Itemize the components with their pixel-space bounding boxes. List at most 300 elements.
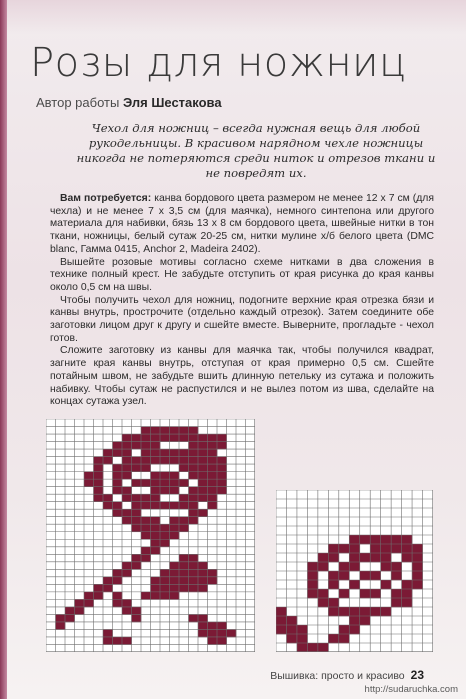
large-chart-stitch	[170, 524, 180, 532]
large-chart-stitch	[132, 457, 142, 465]
large-chart-stitch	[132, 509, 142, 517]
author-name: Эля Шестакова	[122, 95, 222, 110]
large-chart-stitch	[198, 584, 208, 592]
small-chart-stitch	[412, 580, 423, 589]
large-chart-stitch	[170, 472, 180, 480]
rose-chart-small	[276, 490, 433, 652]
small-chart-stitch	[297, 625, 308, 634]
large-chart-stitch	[151, 472, 161, 480]
large-chart-stitch	[189, 517, 199, 525]
large-chart-stitch	[179, 524, 189, 532]
large-chart-stitch	[189, 554, 199, 562]
page-number: 23	[410, 668, 424, 682]
large-chart-stitch	[151, 584, 161, 592]
large-chart-stitch	[113, 442, 123, 450]
small-chart-stitch	[349, 580, 360, 589]
large-chart-stitch	[113, 472, 123, 480]
large-chart-stitch	[160, 577, 170, 585]
large-chart-stitch	[122, 494, 132, 502]
large-chart-stitch	[151, 487, 161, 495]
large-chart-stitch	[179, 427, 189, 435]
large-chart-stitch	[122, 599, 132, 607]
large-chart-stitch	[208, 569, 218, 577]
small-chart-stitch	[370, 535, 381, 544]
large-chart-stitch	[170, 517, 180, 525]
small-chart-stitch	[349, 544, 360, 553]
large-chart-stitch	[122, 434, 132, 442]
footer-text: Вышивка: просто и красиво	[270, 670, 405, 682]
large-chart-stitch	[113, 479, 123, 487]
large-chart-stitch	[151, 547, 161, 555]
small-chart-stitch	[276, 607, 287, 616]
large-chart-stitch	[141, 592, 151, 600]
small-chart-stitch	[286, 634, 297, 643]
large-chart-stitch	[160, 479, 170, 487]
large-chart-stitch	[208, 629, 218, 637]
large-chart-stitch	[141, 554, 151, 562]
large-chart-stitch	[179, 502, 189, 510]
large-chart-stitch	[132, 502, 142, 510]
small-chart-stitch	[328, 580, 339, 589]
large-chart-stitch	[103, 502, 113, 510]
small-chart-stitch	[297, 643, 308, 652]
large-chart-stitch	[189, 509, 199, 517]
large-chart-stitch	[189, 464, 199, 472]
large-chart-stitch	[208, 464, 218, 472]
large-chart-stitch	[103, 449, 113, 457]
large-chart-stitch	[151, 457, 161, 465]
large-chart-stitch	[179, 457, 189, 465]
small-chart-stitch	[276, 625, 287, 634]
large-chart-stitch	[151, 592, 161, 600]
large-chart-stitch	[189, 487, 199, 495]
large-chart-stitch	[151, 494, 161, 502]
small-chart-stitch	[297, 634, 308, 643]
large-chart-stitch	[160, 532, 170, 540]
large-chart-stitch	[103, 584, 113, 592]
large-chart-stitch	[170, 592, 180, 600]
large-chart-stitch	[198, 449, 208, 457]
small-chart-stitch	[391, 562, 402, 571]
large-chart-stitch	[208, 449, 218, 457]
small-chart-stitch	[381, 544, 392, 553]
small-chart-stitch	[339, 562, 350, 571]
large-chart-stitch	[94, 457, 104, 465]
small-chart-stitch	[349, 562, 360, 571]
large-chart-stitch	[189, 502, 199, 510]
large-chart-stitch	[217, 637, 227, 645]
large-chart-stitch	[160, 434, 170, 442]
large-chart-stitch	[189, 457, 199, 465]
large-chart-stitch	[170, 457, 180, 465]
small-chart-stitch	[381, 562, 392, 571]
large-chart-stitch	[179, 464, 189, 472]
large-chart-stitch	[122, 607, 132, 615]
large-chart-stitch	[141, 449, 151, 457]
large-chart-stitch	[179, 434, 189, 442]
large-chart-stitch	[113, 637, 123, 645]
large-chart-stitch	[179, 569, 189, 577]
large-chart-stitch	[75, 599, 85, 607]
small-chart-stitch	[286, 616, 297, 625]
large-chart-stitch	[208, 442, 218, 450]
author-line	[36, 95, 222, 110]
large-chart-stitch	[198, 622, 208, 630]
large-chart-stitch	[179, 479, 189, 487]
large-chart-stitch	[122, 509, 132, 517]
large-chart-stitch	[198, 464, 208, 472]
instructions	[50, 193, 434, 409]
large-chart-stitch	[189, 494, 199, 502]
small-chart-stitch	[381, 535, 392, 544]
large-chart-stitch	[56, 614, 66, 622]
large-chart-stitch	[198, 434, 208, 442]
large-chart-stitch	[170, 449, 180, 457]
header-tint	[7, 0, 466, 34]
large-chart-stitch	[189, 569, 199, 577]
small-chart-stitch	[402, 544, 413, 553]
large-chart-stitch	[113, 569, 123, 577]
page-footer	[270, 668, 424, 682]
small-chart-stitch	[370, 571, 381, 580]
large-chart-stitch	[151, 539, 161, 547]
large-chart-stitch	[141, 427, 151, 435]
small-chart-stitch	[328, 571, 339, 580]
large-chart-stitch	[103, 577, 113, 585]
small-chart-stitch	[307, 589, 318, 598]
materials-paragraph	[50, 193, 434, 257]
small-chart-stitch	[318, 553, 329, 562]
large-chart-stitch	[94, 464, 104, 472]
large-chart-stitch	[141, 502, 151, 510]
large-chart-stitch	[151, 434, 161, 442]
small-chart-stitch	[402, 535, 413, 544]
large-chart-stitch	[132, 614, 142, 622]
large-chart-stitch	[122, 472, 132, 480]
small-chart-stitch	[307, 571, 318, 580]
small-chart-stitch	[370, 553, 381, 562]
large-chart-stitch	[170, 569, 180, 577]
small-chart-stitch	[339, 625, 350, 634]
small-chart-stitch	[370, 544, 381, 553]
large-chart-stitch	[113, 592, 123, 600]
small-chart-stitch	[370, 607, 381, 616]
small-chart-stitch	[349, 616, 360, 625]
large-chart-stitch	[122, 517, 132, 525]
large-chart-stitch	[103, 637, 113, 645]
small-chart-stitch	[339, 544, 350, 553]
large-chart-stitch	[189, 434, 199, 442]
large-chart-stitch	[160, 569, 170, 577]
large-chart-stitch	[65, 614, 75, 622]
large-chart-stitch	[113, 502, 123, 510]
large-chart-stitch	[113, 487, 123, 495]
small-chart-stitch	[391, 571, 402, 580]
large-chart-stitch	[208, 494, 218, 502]
large-chart-stitch	[208, 577, 218, 585]
large-chart-stitch	[170, 502, 180, 510]
large-chart-stitch	[151, 524, 161, 532]
small-chart-stitch	[402, 598, 413, 607]
large-chart-stitch	[113, 599, 123, 607]
instruction-paragraph-3: Чтобы получить чехол для ножниц, подогните верхние края отрезка бязи и канвы внутрь, прострочите (отдельно каждый отрезок). Затем соедините обе заготовки лицом друг к другу и сшейте вместе. Выверните, прогладьте - чехол готов.	[50, 294, 434, 344]
large-chart-stitch	[122, 637, 132, 645]
small-chart-stitch	[381, 580, 392, 589]
large-chart-stitch	[208, 434, 218, 442]
large-chart-stitch	[132, 524, 142, 532]
small-chart-stitch	[328, 598, 339, 607]
large-chart-stitch	[189, 427, 199, 435]
small-chart-stitch	[360, 607, 371, 616]
large-chart-stitch	[151, 479, 161, 487]
large-chart-stitch	[170, 487, 180, 495]
large-chart-stitch	[198, 577, 208, 585]
small-chart-stitch	[391, 535, 402, 544]
large-chart-stitch	[132, 494, 142, 502]
large-chart-stitch	[179, 584, 189, 592]
large-chart-stitch	[198, 472, 208, 480]
small-chart-stitch	[360, 616, 371, 625]
large-chart-stitch	[122, 487, 132, 495]
large-chart-stitch	[198, 442, 208, 450]
small-chart-stitch	[360, 535, 371, 544]
large-chart-stitch	[141, 547, 151, 555]
large-chart-stitch	[160, 472, 170, 480]
large-chart-stitch	[189, 442, 199, 450]
large-chart-stitch	[179, 449, 189, 457]
large-chart-stitch	[189, 562, 199, 570]
large-chart-stitch	[113, 509, 123, 517]
large-chart-stitch	[217, 434, 227, 442]
large-chart-stitch	[122, 457, 132, 465]
large-chart-stitch	[208, 472, 218, 480]
small-chart-stitch	[402, 589, 413, 598]
large-chart-stitch	[103, 629, 113, 637]
large-chart-stitch	[113, 464, 123, 472]
large-chart-stitch	[208, 502, 218, 510]
large-chart-stitch	[198, 614, 208, 622]
small-chart-stitch	[412, 544, 423, 553]
large-chart-stitch	[198, 487, 208, 495]
large-chart-stitch	[217, 622, 227, 630]
large-chart-stitch	[198, 457, 208, 465]
large-chart-stitch	[84, 599, 94, 607]
large-chart-stitch	[141, 517, 151, 525]
large-chart-stitch	[198, 509, 208, 517]
large-chart-stitch	[141, 442, 151, 450]
large-chart-stitch	[94, 584, 104, 592]
large-chart-stitch	[84, 472, 94, 480]
large-chart-stitch	[94, 592, 104, 600]
small-chart-stitch	[307, 562, 318, 571]
instruction-paragraph-2: Вышейте розовые мотивы согласно схеме нитками в два сложения в технике полный крест. Не забудьте отступить от края рисунка до края канвы около 0,5 см на швы.	[50, 256, 434, 293]
large-chart-stitch	[84, 592, 94, 600]
large-chart-stitch	[94, 472, 104, 480]
large-chart-stitch	[179, 577, 189, 585]
large-chart-stitch	[113, 577, 123, 585]
large-chart-stitch	[217, 479, 227, 487]
large-chart-stitch	[122, 442, 132, 450]
large-chart-stitch	[132, 479, 142, 487]
small-chart-stitch	[412, 571, 423, 580]
small-chart-stitch	[339, 571, 350, 580]
large-chart-stitch	[132, 464, 142, 472]
small-chart-stitch	[381, 553, 392, 562]
instruction-paragraph-4: Сложите заготовку из канвы для маячка так, чтобы получился квадрат, загните края канвы внутрь, отступая от края примерно 0,5 см. Сшейте потайным швом, не забудьте вшить длинную петельку из сутажа и положить набивку. Чтобы сутаж не распустился и не вылез потом из шва, сделайте на концах сутажа узел.	[50, 345, 434, 408]
large-chart-stitch	[198, 494, 208, 502]
large-chart-stitch	[198, 479, 208, 487]
materials-text: канва бордового цвета размером не менее 12 х 7 см (для чехла) и не менее 7 х 3,5 см (для маячка), немного синтепона или другого материала для набивки, бязь 13 х 8 см бордового цвета, швейные нитки в тон ткани, ножницы, белый сутаж 20-25 см, нитки мулине х/б белого цвета (DMC blanc, Гамма 0415, Anchor 2, Madeira 2402).	[50, 193, 434, 255]
small-chart-stitch	[307, 643, 318, 652]
small-chart-stitch	[402, 553, 413, 562]
rose-chart-large	[46, 419, 255, 652]
small-chart-stitch	[286, 625, 297, 634]
large-chart-stitch	[160, 427, 170, 435]
small-chart-stitch	[402, 580, 413, 589]
large-chart-stitch	[170, 577, 180, 585]
small-chart-stitch	[339, 589, 350, 598]
large-chart-stitch	[141, 494, 151, 502]
large-chart-stitch	[170, 584, 180, 592]
large-chart-stitch	[160, 539, 170, 547]
large-chart-stitch	[122, 464, 132, 472]
large-chart-stitch	[141, 532, 151, 540]
small-chart-stitch	[349, 607, 360, 616]
small-chart-stitch	[276, 616, 287, 625]
large-chart-stitch	[160, 502, 170, 510]
small-chart-stitch	[391, 544, 402, 553]
large-chart-stitch	[189, 584, 199, 592]
large-chart-stitch	[151, 517, 161, 525]
large-chart-stitch	[179, 562, 189, 570]
large-chart-stitch	[94, 494, 104, 502]
small-chart-stitch	[360, 571, 371, 580]
large-chart-stitch	[141, 479, 151, 487]
large-chart-stitch	[189, 472, 199, 480]
large-chart-stitch	[208, 487, 218, 495]
large-chart-stitch	[132, 434, 142, 442]
small-chart-stitch	[328, 607, 339, 616]
small-chart-stitch	[349, 625, 360, 634]
large-chart-stitch	[160, 584, 170, 592]
large-chart-stitch	[189, 614, 199, 622]
small-chart-stitch	[318, 643, 329, 652]
large-chart-stitch	[170, 532, 180, 540]
small-chart-stitch	[412, 553, 423, 562]
lead-paragraph: Чехол для ножниц – всегда нужная вещь для любой рукодельницы. В красивом нарядном чехле ножницы никогда не потеряются среди ниток и отрезов ткани и не повредят их.	[76, 121, 436, 180]
large-chart-stitch	[189, 449, 199, 457]
page-title: Розы для ножниц	[30, 40, 407, 86]
large-chart-stitch	[151, 427, 161, 435]
large-chart-stitch	[189, 577, 199, 585]
large-chart-stitch	[227, 629, 237, 637]
large-chart-stitch	[122, 562, 132, 570]
large-chart-stitch	[179, 554, 189, 562]
large-chart-stitch	[151, 502, 161, 510]
large-chart-stitch	[208, 479, 218, 487]
small-chart-stitch	[381, 607, 392, 616]
small-chart-stitch	[318, 598, 329, 607]
large-chart-stitch	[208, 457, 218, 465]
large-chart-stitch	[160, 487, 170, 495]
large-chart-stitch	[217, 487, 227, 495]
large-chart-stitch	[217, 629, 227, 637]
small-chart-stitch	[328, 634, 339, 643]
large-chart-stitch	[179, 517, 189, 525]
large-chart-stitch	[170, 479, 180, 487]
large-chart-stitch	[113, 449, 123, 457]
large-chart-stitch	[56, 622, 66, 630]
small-chart-stitch	[391, 598, 402, 607]
small-chart-stitch	[307, 580, 318, 589]
large-chart-stitch	[217, 472, 227, 480]
small-chart-stitch	[328, 553, 339, 562]
small-chart-stitch	[391, 589, 402, 598]
large-chart-stitch	[198, 629, 208, 637]
large-chart-stitch	[132, 517, 142, 525]
small-chart-stitch	[328, 544, 339, 553]
author-prefix: Автор работы	[36, 95, 120, 110]
small-chart-stitch	[349, 553, 360, 562]
watermark-url: http://sudaruchka.com	[364, 684, 458, 695]
page-spine	[0, 0, 7, 699]
large-chart-stitch	[84, 479, 94, 487]
small-chart-stitch	[318, 562, 329, 571]
small-chart-stitch	[339, 607, 350, 616]
large-chart-stitch	[208, 622, 218, 630]
small-chart-stitch	[412, 562, 423, 571]
materials-label: Вам потребуется:	[60, 193, 152, 204]
large-chart-stitch	[198, 569, 208, 577]
large-chart-stitch	[198, 562, 208, 570]
large-chart-stitch	[103, 494, 113, 502]
large-chart-stitch	[217, 457, 227, 465]
small-chart-stitch	[360, 589, 371, 598]
large-chart-stitch	[160, 524, 170, 532]
large-chart-stitch	[217, 442, 227, 450]
small-chart-stitch	[349, 535, 360, 544]
large-chart-stitch	[132, 562, 142, 570]
large-chart-stitch	[132, 607, 142, 615]
small-chart-stitch	[318, 589, 329, 598]
large-chart-stitch	[170, 434, 180, 442]
small-chart-stitch	[360, 553, 371, 562]
large-chart-stitch	[151, 442, 161, 450]
large-chart-stitch	[103, 457, 113, 465]
small-chart-stitch	[370, 589, 381, 598]
large-chart-stitch	[170, 562, 180, 570]
large-chart-stitch	[122, 449, 132, 457]
large-chart-stitch	[94, 479, 104, 487]
large-chart-stitch	[141, 524, 151, 532]
large-chart-stitch	[75, 607, 85, 615]
large-chart-stitch	[132, 442, 142, 450]
large-chart-stitch	[217, 464, 227, 472]
large-chart-stitch	[160, 449, 170, 457]
small-chart-stitch	[339, 634, 350, 643]
large-chart-stitch	[151, 577, 161, 585]
large-chart-stitch	[141, 434, 151, 442]
large-chart-stitch	[122, 569, 132, 577]
large-chart-stitch	[94, 487, 104, 495]
large-chart-stitch	[208, 637, 218, 645]
large-chart-stitch	[132, 554, 142, 562]
large-chart-stitch	[170, 427, 180, 435]
large-chart-stitch	[160, 457, 170, 465]
large-chart-stitch	[141, 464, 151, 472]
large-chart-stitch	[160, 592, 170, 600]
large-chart-stitch	[141, 457, 151, 465]
